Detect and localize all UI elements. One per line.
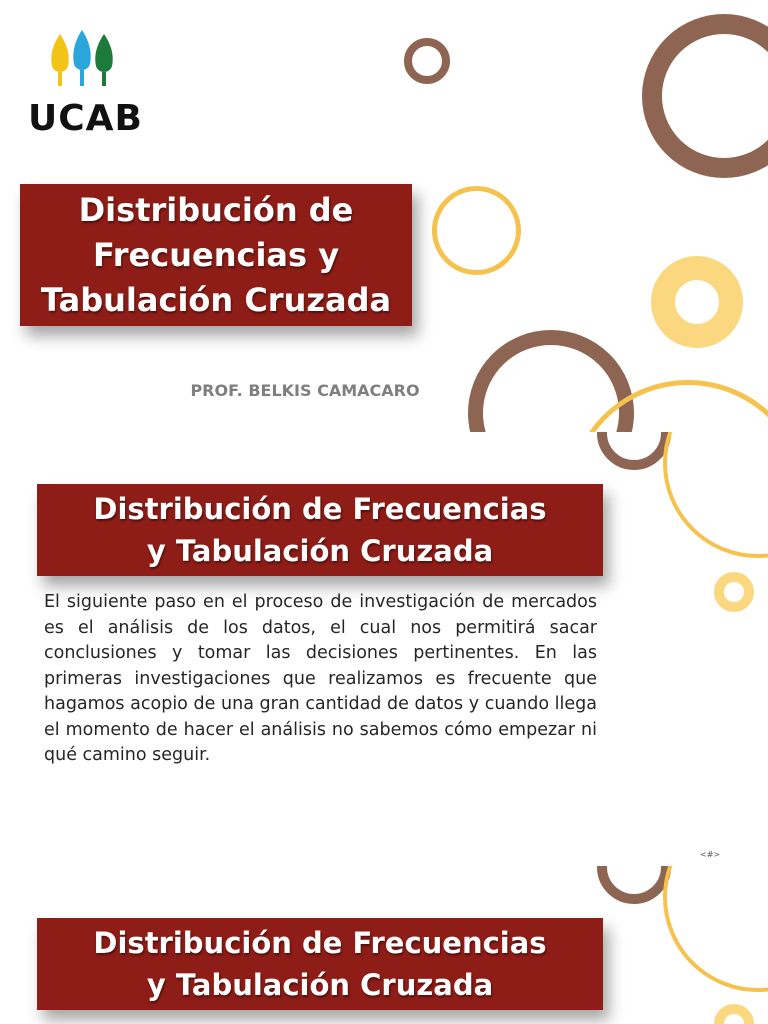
ring-decoration <box>714 1004 754 1024</box>
body-paragraph: El siguiente paso en el proceso de investigación de mercados es el análisis de los datos, el cual nos permitirá sacar conclusiones y tomar las decisiones pertinentes. En las primeras investigaciones que realizamos es frecuente que hagamos acopio de una gran cantidad de datos y cuando llega el momento de hacer el análisis no sabemos cómo empezar ni qué camino seguir. <box>44 592 597 765</box>
ring-decoration <box>597 432 671 470</box>
slide-title: Distribución de Frecuencias y Tabulación Cruzada <box>93 926 547 1002</box>
ring-decoration <box>404 38 450 84</box>
ring-decoration <box>663 866 768 992</box>
title-slide <box>0 0 768 432</box>
content-slide <box>0 432 768 866</box>
author-name: PROF. BELKIS CAMACARO <box>190 381 420 400</box>
title-banner <box>20 184 412 326</box>
content-slide <box>0 866 768 1024</box>
title-banner <box>37 484 603 576</box>
ring-decoration <box>642 14 768 178</box>
title-banner <box>37 918 603 1010</box>
ring-decoration <box>714 572 754 612</box>
ring-decoration <box>663 432 768 558</box>
slide-title: Distribución de Frecuencias y Tabulación Cruzada <box>93 492 547 568</box>
ring-decoration <box>432 186 521 275</box>
slide-title: Distribución de Frecuencias y Tabulación Cruzada <box>40 190 392 319</box>
ring-decoration <box>597 866 671 904</box>
logo-flames-icon <box>20 26 140 106</box>
ring-decoration <box>651 256 743 348</box>
page-number: <#> <box>700 850 721 859</box>
logo-text: UCAB <box>28 98 143 139</box>
ucab-logo <box>20 26 143 146</box>
